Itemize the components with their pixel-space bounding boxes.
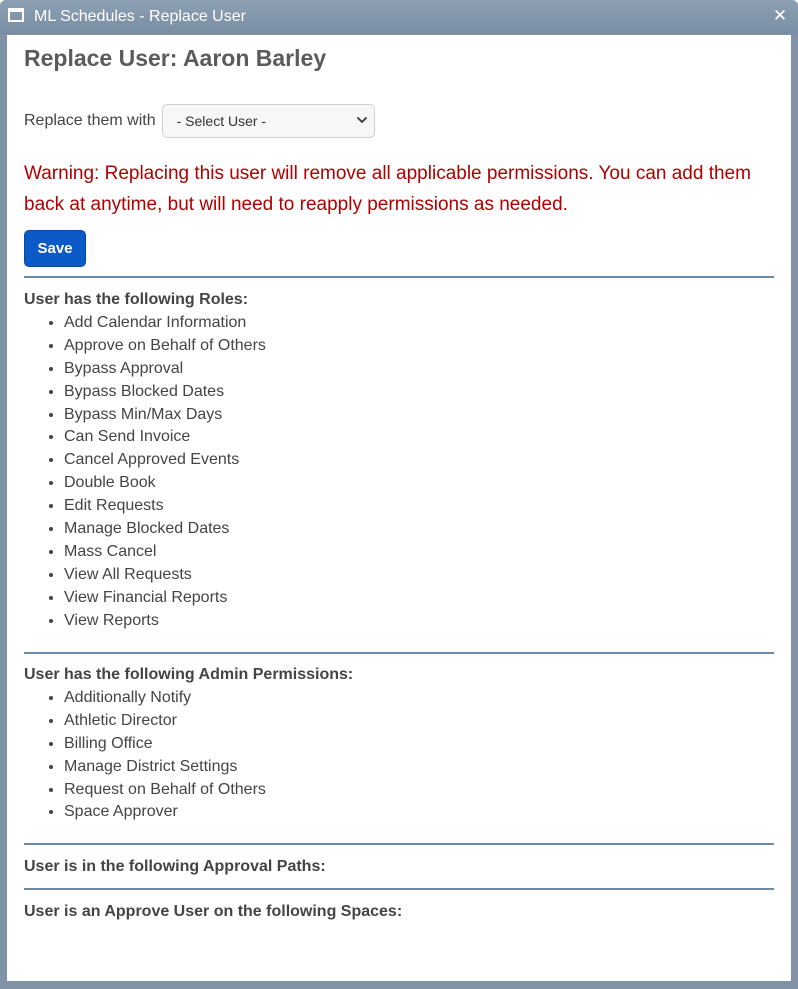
divider	[24, 276, 774, 278]
approve-spaces-title: User is an Approve User on the following Spaces:	[24, 903, 403, 920]
list-item: • Edit Requests	[64, 495, 266, 518]
divider	[24, 652, 774, 654]
title-bar[interactable]	[0, 0, 798, 34]
list-item: • Can Send Invoice	[64, 426, 266, 449]
list-item: • Add Calendar Information	[64, 312, 266, 335]
replace-label: Replace them with	[24, 112, 156, 129]
roles-list	[24, 312, 266, 632]
list-item: • Cancel Approved Events	[64, 449, 266, 472]
list-item: • Billing Office	[64, 733, 266, 756]
list-item: • Bypass Blocked Dates	[64, 381, 266, 404]
approval-paths-title: User is in the following Approval Paths:	[24, 858, 326, 875]
page-title: Replace User: Aaron Barley	[24, 45, 327, 71]
divider	[24, 843, 774, 845]
list-item: • Manage District Settings	[64, 756, 266, 779]
admin-permissions-title: User has the following Admin Permissions:	[24, 666, 354, 683]
roles-title: User has the following Roles:	[24, 291, 249, 308]
window-title: ML Schedules - Replace User	[34, 8, 246, 25]
list-item: • Request on Behalf of Others	[64, 779, 266, 802]
list-item: • View All Requests	[64, 564, 266, 587]
chevron-down-icon	[356, 114, 368, 126]
window-icon	[8, 8, 24, 22]
replace-row	[24, 104, 375, 138]
list-item: • Bypass Min/Max Days	[64, 404, 266, 427]
list-item: • Additionally Notify	[64, 687, 266, 710]
replacement-user-select[interactable]	[162, 104, 375, 138]
save-button[interactable]: Save	[24, 230, 86, 267]
list-item: • View Financial Reports	[64, 587, 266, 610]
list-item: • Mass Cancel	[64, 541, 266, 564]
list-item: • Bypass Approval	[64, 358, 266, 381]
select-value: - Select User -	[176, 113, 267, 129]
list-item: • Space Approver	[64, 801, 266, 824]
list-item: • Approve on Behalf of Others	[64, 335, 266, 358]
list-item: • View Reports	[64, 610, 266, 633]
warning-message: Warning: Replacing this user will remove all applicable permissions. You can add them back at anytime, but will need to reapply permissions as needed.	[24, 163, 751, 215]
list-item: • Double Book	[64, 472, 266, 495]
divider	[24, 888, 774, 890]
admin-permissions-list	[24, 687, 266, 824]
dialog-content	[7, 35, 791, 981]
list-item: • Manage Blocked Dates	[64, 518, 266, 541]
close-icon[interactable]: ✕	[772, 6, 788, 25]
list-item: • Athletic Director	[64, 710, 266, 733]
